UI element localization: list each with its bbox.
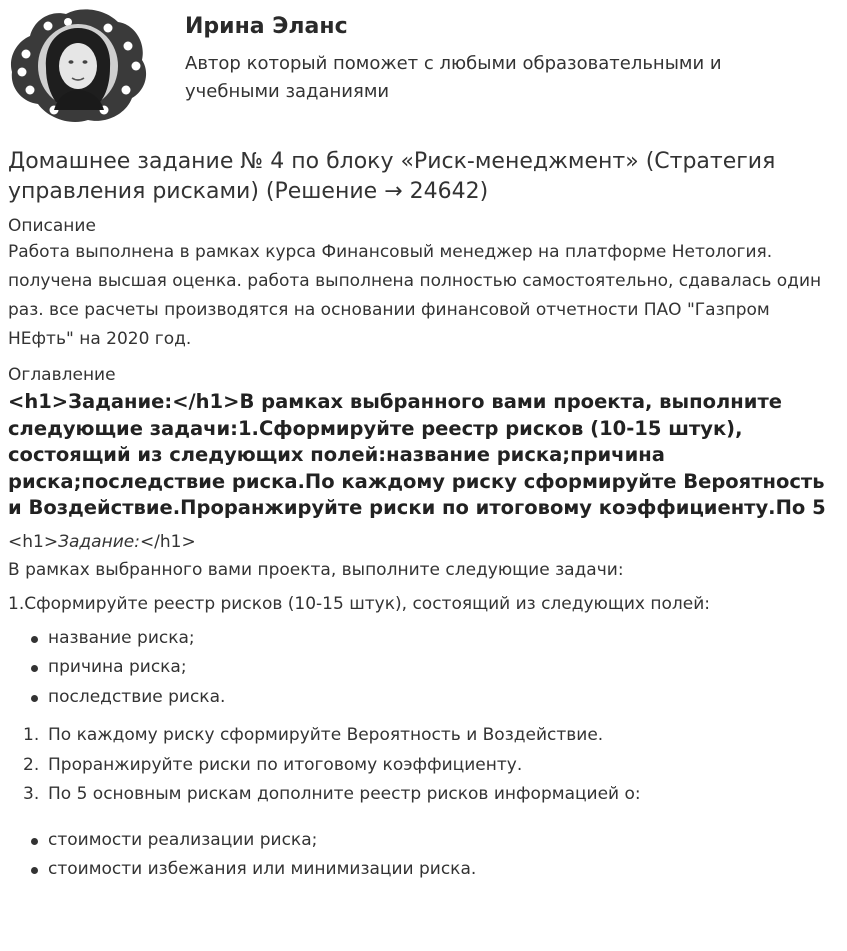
author-avatar[interactable] — [8, 6, 150, 126]
work-content — [8, 147, 840, 885]
list-item — [8, 721, 840, 751]
h1-close-tag: </h1> — [139, 531, 196, 552]
author-description: Автор который поможет с любыми образовательными и учебными заданиями — [185, 53, 722, 102]
list-item-text: По каждому риску сформируйте Вероятность и Воздействие. — [48, 725, 604, 746]
h1-open-tag: <h1> — [8, 531, 59, 552]
list-item-text: По 5 основным рискам дополните реестр рисков информацией о: — [48, 784, 641, 805]
list-item-number: 3. — [23, 784, 40, 805]
h1-italic-text: Задание: — [58, 531, 140, 552]
avatar-film-frame-icon — [8, 6, 150, 126]
steps-list — [8, 721, 840, 810]
toc-text: <h1>Задание:</h1>В рамках выбранного вами проекта, выполните следующие задачи:1.Сформируйте реестр рисков (10-15 штук), состоящий из следующих полей:название риска;причина риска;последствие риска.По каждому риску сформируйте Вероятность и Воздействие.Проранжируйте риски по итоговому коэффициенту.По 5 — [8, 390, 826, 520]
list-item: стоимости избежания или минимизации риска. — [8, 855, 840, 885]
list-item-text: Проранжируйте риски по итоговому коэффициенту. — [48, 754, 523, 775]
toc-heading: Оглавление — [8, 365, 116, 385]
list-item — [8, 751, 840, 781]
list-item: название риска; — [8, 624, 840, 654]
list-item-number: 1. — [23, 725, 40, 746]
task-intro: В рамках выбранного вами проекта, выполните следующие задачи: — [8, 559, 624, 580]
list-item: последствие риска. — [8, 683, 840, 713]
fields-list — [8, 624, 840, 713]
list-item — [8, 780, 840, 810]
extra-info-list — [8, 826, 840, 885]
task-item-1: 1.Сформируйте реестр рисков (10-15 штук), состоящий из следующих полей: — [8, 593, 711, 614]
raw-h1-line — [8, 531, 840, 553]
list-item: причина риска; — [8, 653, 840, 683]
author-name[interactable]: Ирина Эланс — [185, 14, 348, 39]
page-title: Домашнее задание № 4 по блоку «Риск-менеджмент» (Стратегия управления рисками) (Решение → 24642) — [8, 149, 776, 204]
description-heading: Описание — [8, 216, 96, 236]
list-item: стоимости реализации риска; — [8, 826, 840, 856]
author-card — [0, 0, 847, 130]
list-item-number: 2. — [23, 754, 40, 775]
description-text: Работа выполнена в рамках курса Финансовый менеджер на платформе Нетология. получена высшая оценка. работа выполнена полностью самостоятельно, сдавалась один раз. все расчеты производятся на основании финансовой отчетности ПАО "Газпром НЕфть" на 2020 год. — [8, 242, 822, 349]
